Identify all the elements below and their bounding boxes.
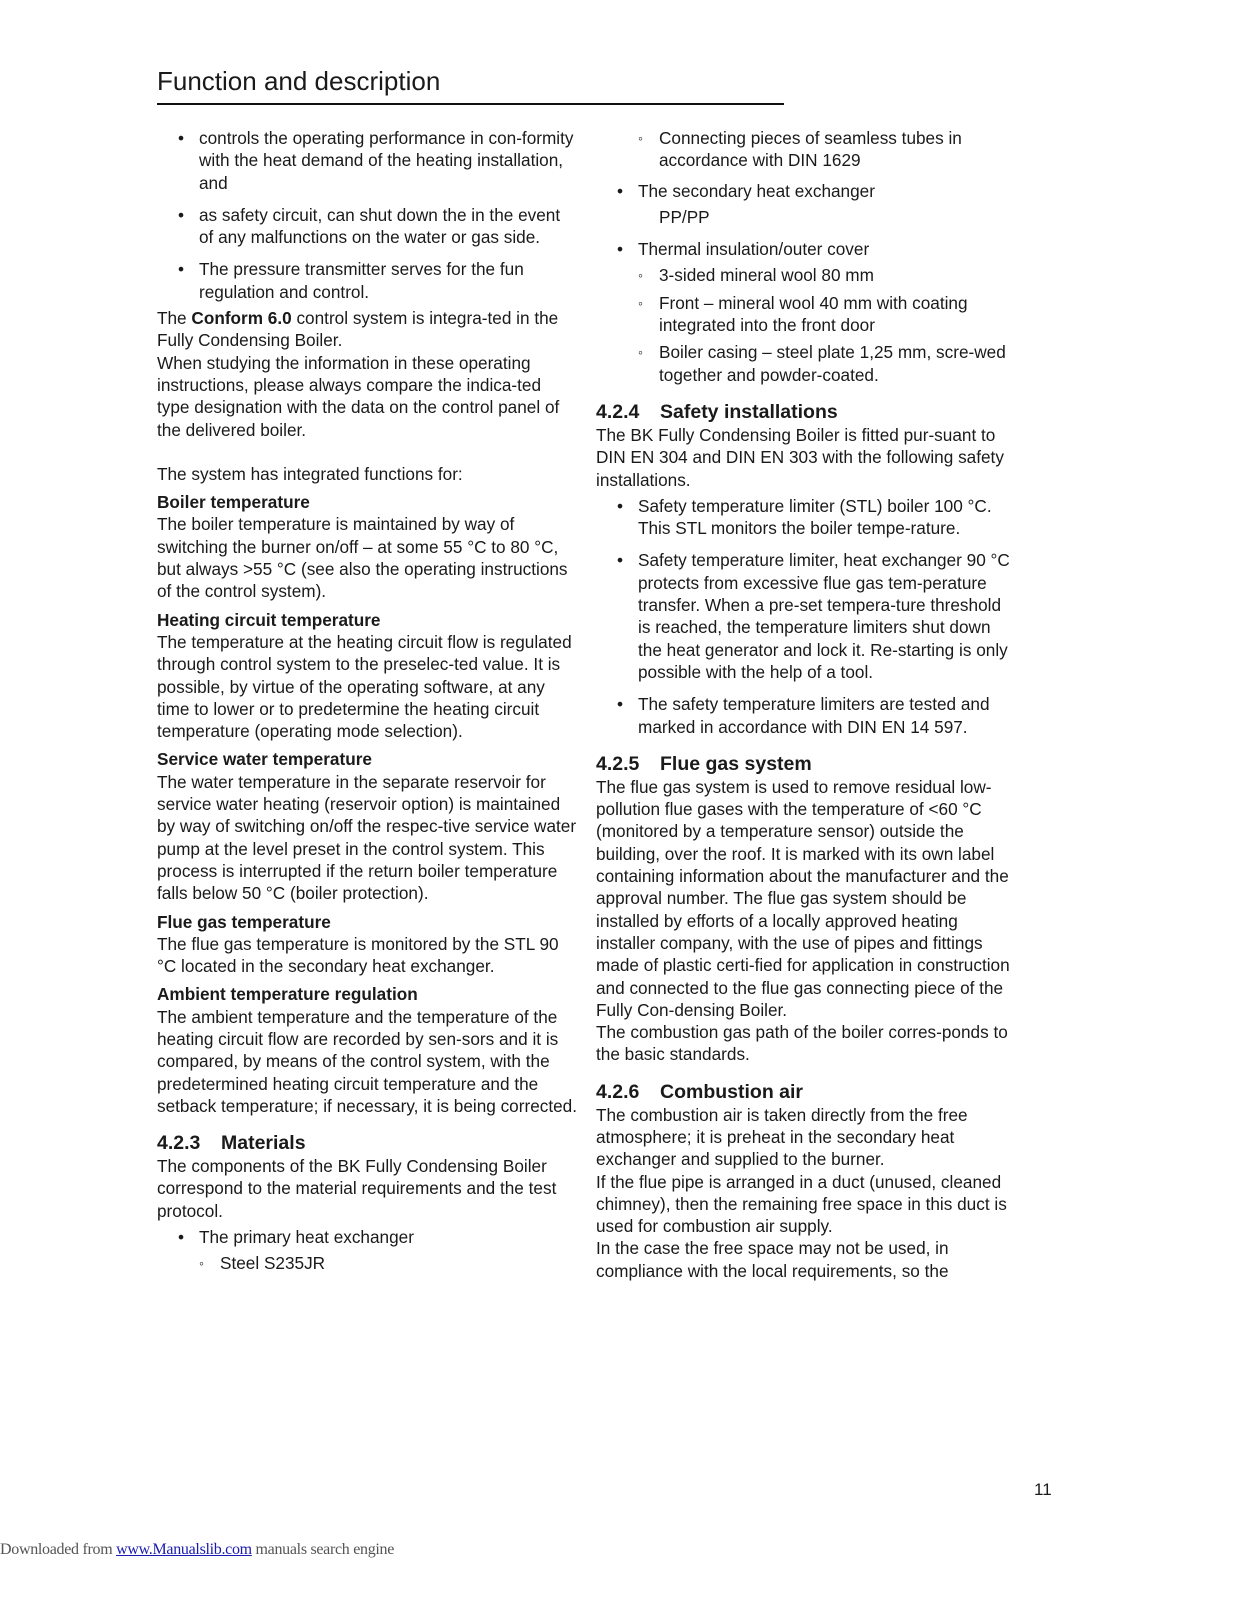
list-item: • as safety circuit, can shut down the in the event of any malfunctions on the water or gas side. <box>157 204 577 249</box>
thermal-sub-list <box>638 264 1016 385</box>
list-item: ◦ Steel S235JR <box>199 1252 577 1274</box>
flue-gas-temperature-heading: Flue gas temperature <box>157 911 331 932</box>
list-item: • Safety temperature limiter (STL) boiler 100 °C. This STL monitors the boiler tempe-rature. <box>596 495 1016 540</box>
section-number: 4.2.6 <box>596 1080 640 1103</box>
intro-bullet-list <box>157 127 577 303</box>
thermal-insulation-label: Thermal insulation/outer cover <box>638 239 870 260</box>
list-item <box>596 180 1016 229</box>
integrated-functions-text: The system has integrated functions for: <box>157 463 463 484</box>
primary-heat-exchanger-label: The primary heat exchanger <box>199 1227 414 1248</box>
page-title: Function and description <box>157 66 441 96</box>
ambient-regulation-heading: Ambient temperature regulation <box>157 984 418 1005</box>
heating-circuit-heading: Heating circuit temperature <box>157 609 381 630</box>
footer-prefix: Downloaded from <box>0 1541 117 1558</box>
list-item: • The safety temperature limiters are tested and marked in accordance with DIN EN 14 597. <box>596 693 1016 738</box>
section-number: 4.2.3 <box>157 1132 201 1155</box>
service-water-text: The water temperature in the separate reservoir for service water heating (reservoir option) is maintained by way of switching on/off the respec-tive service water pump at the level preset in the control system. This process is interrupted if the return boiler temperature falls below 50 °C (boiler protection). <box>157 771 577 904</box>
flue-gas-text-2: The combustion gas path of the boiler corres-ponds to the basic standards. <box>596 1022 1008 1065</box>
secondary-heat-exchanger-label: The secondary heat exchanger <box>638 180 875 201</box>
section-heading-materials <box>157 1131 577 1155</box>
connecting-sub-list <box>638 127 1016 172</box>
service-water-heading: Service water temperature <box>157 749 372 770</box>
combustion-air-text-1: The combustion air is taken directly from the free atmosphere; it is preheat in the secondary heat exchanger and supplied to the burner. <box>596 1104 968 1170</box>
list-item <box>596 238 1016 386</box>
list-item: ◦ Front – mineral wool 40 mm with coating integrated into the front door <box>638 292 1016 337</box>
right-column <box>596 127 1016 1282</box>
section-title: Combustion air <box>660 1080 804 1103</box>
section-heading-safety <box>596 400 1016 424</box>
list-item: ◦ Connecting pieces of seamless tubes in accordance with DIN 1629 <box>638 127 1016 172</box>
download-footer <box>0 1541 394 1559</box>
list-item: • The pressure transmitter serves for the fun regulation and control. <box>157 258 577 303</box>
heating-circuit-text: The temperature at the heating circuit flow is regulated through control system to the preselec-ted value. It is possible, by virtue of the operating software, at any time to lower or to predetermine the heating circuit temperature (operating mode selection). <box>157 631 572 742</box>
left-column <box>157 127 577 1285</box>
flue-gas-text: The flue gas system is used to remove residual low-pollution flue gases with the temperature of <60 °C (monitored by a temperature sensor) outside the building, over the roof. It is marked with its own label containing information about the manufacturer and the approval number. The flue gas system should be installed by efforts of a locally approved heating installer company, with the use of pipes and fittings made of plastic certi-fied for application in construction and connected to the flue gas connecting piece of the Fully Con-densing Boiler. <box>596 776 1010 1020</box>
boiler-temperature-text: The boiler temperature is maintained by way of switching the burner on/off – at some 55 °C to 80 °C, but always >55 °C (see also the operating instructions of the control system). <box>157 514 568 602</box>
list-item: ◦ Boiler casing – steel plate 1,25 mm, scre-wed together and powder-coated. <box>638 341 1016 386</box>
boiler-temperature-heading: Boiler temperature <box>157 492 310 513</box>
page-number: 11 <box>1034 1480 1052 1499</box>
conform-product-name: Conform 6.0 <box>191 308 292 329</box>
footer-suffix: manuals search engine <box>251 1541 395 1558</box>
safety-list <box>596 495 1016 738</box>
section-heading-flue-gas <box>596 752 1016 776</box>
list-item <box>157 1226 577 1275</box>
ambient-regulation-text: The ambient temperature and the temperature of the heating circuit flow are recorded by sen-sors and it is compared, by means of the control system, with the predetermined heating circuit temperature and the setback temperature; if necessary, it is being corrected. <box>157 1006 578 1116</box>
section-heading-combustion-air <box>596 1080 1016 1104</box>
studying-paragraph: When studying the information in these operating instructions, please always compare the indica-ted type designation with the data on the control panel of the delivered boiler. <box>157 352 560 440</box>
title-divider <box>157 103 784 105</box>
list-item: ◦ 3-sided mineral wool 80 mm <box>638 264 1016 286</box>
section-title: Safety installations <box>660 400 838 423</box>
conform-post: control system is integra-ted in the Fully Condensing Boiler. <box>157 308 559 351</box>
secondary-material: PP/PP <box>659 206 710 227</box>
combustion-air-text-3: In the case the free space may not be used, in compliance with the local requirements, so the <box>596 1238 949 1281</box>
manualslib-link[interactable]: www.Manualslib.com <box>116 1541 252 1558</box>
conform-paragraph <box>157 307 577 352</box>
safety-text: The BK Fully Condensing Boiler is fitted pur-suant to DIN EN 304 and DIN EN 303 with the following safety installations. <box>596 424 1004 490</box>
components-list <box>596 180 1016 386</box>
materials-list <box>157 1226 577 1275</box>
section-title: Flue gas system <box>660 752 812 775</box>
section-title: Materials <box>221 1132 306 1155</box>
combustion-air-text-2: If the flue pipe is arranged in a duct (unused, cleaned chimney), then the remaining free space in this duct is used for combustion air supply. <box>596 1171 1007 1237</box>
list-item: • controls the operating performance in con-formity with the heat demand of the heating installation, and <box>157 127 577 194</box>
materials-text: The components of the BK Fully Condensing Boiler correspond to the material requirements and the test protocol. <box>157 1156 557 1221</box>
flue-gas-temperature-text: The flue gas temperature is monitored by the STL 90 °C located in the secondary heat exchanger. <box>157 933 559 977</box>
list-item: • Safety temperature limiter, heat exchanger 90 °C protects from excessive flue gas tem-perature transfer. When a pre-set tempera-ture threshold is reached, the temperature limiters shut down the heat generator and lock it. Re-starting is only possible with the help of a tool. <box>596 549 1016 683</box>
section-number: 4.2.4 <box>596 400 640 423</box>
section-number: 4.2.5 <box>596 752 640 775</box>
primary-sub-list <box>199 1252 577 1274</box>
conform-pre: The <box>157 308 192 329</box>
